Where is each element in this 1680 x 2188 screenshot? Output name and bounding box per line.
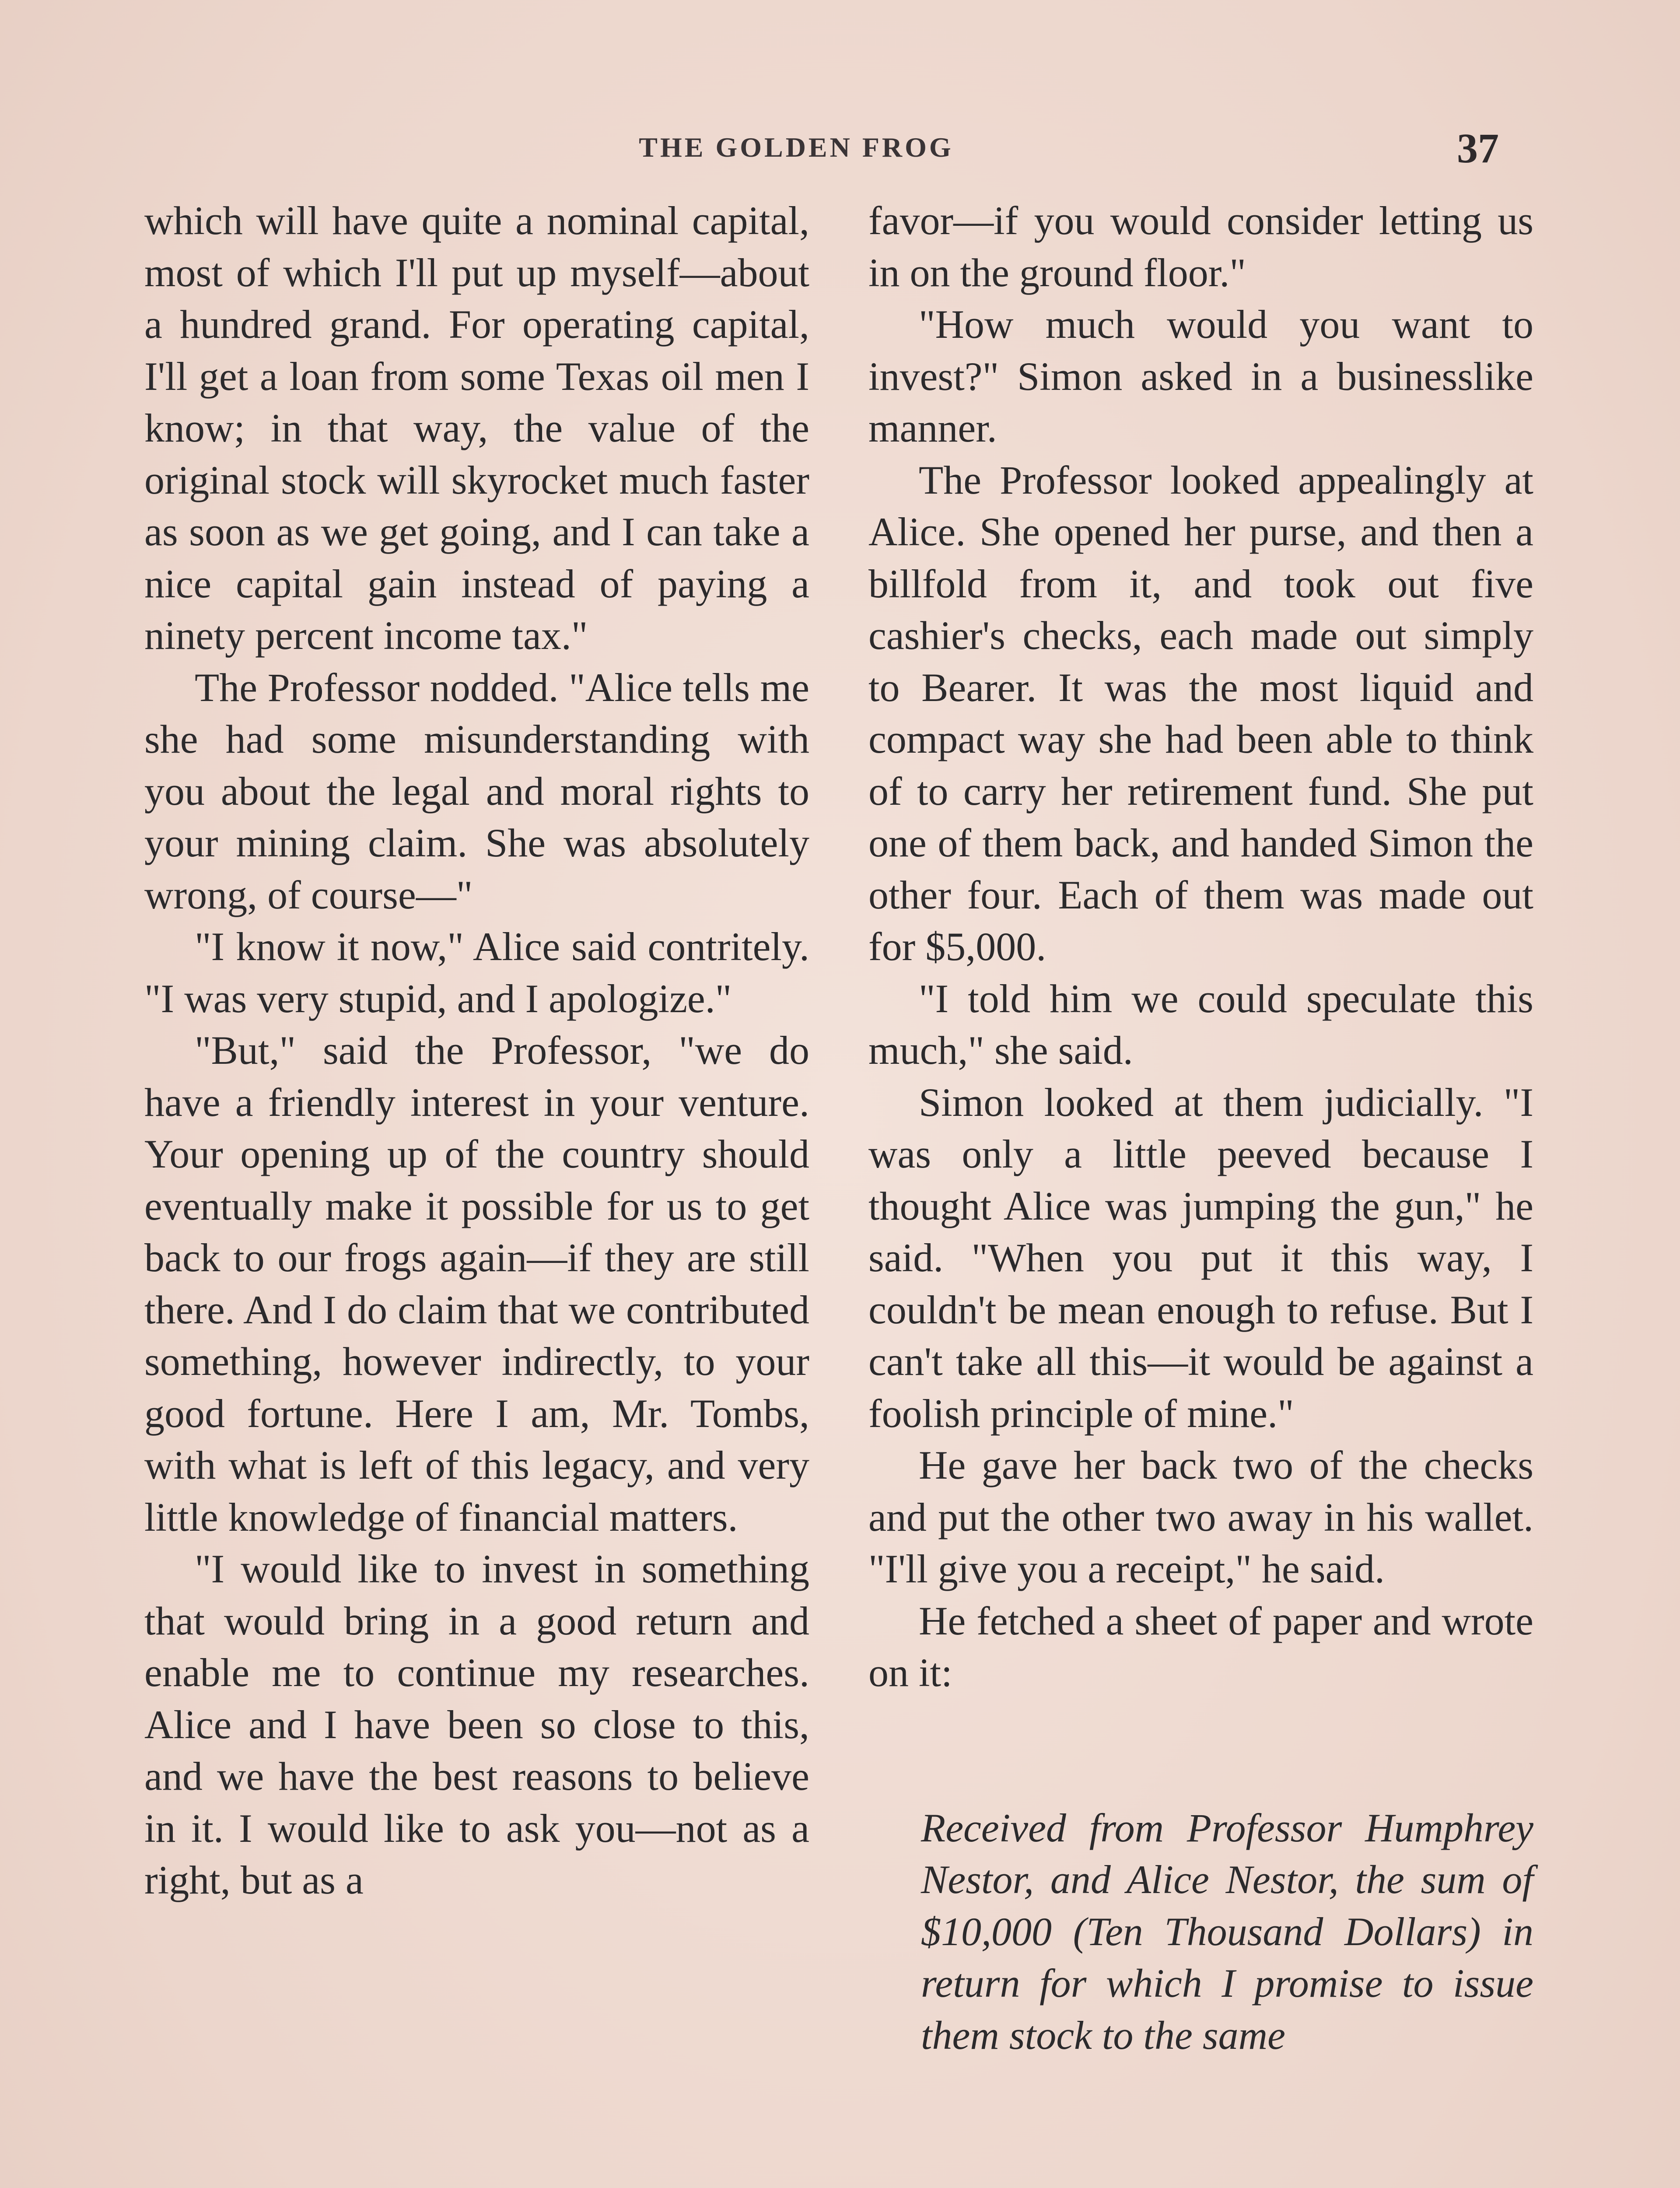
paragraph: Simon looked at them judicially. "I was only a little peeved because I thought Alice was jumping the gun," he said. "When you put it this way, I couldn't be mean enough to refuse. But I can't take all this—it would be against a foolish principle of mine." bbox=[868, 1080, 1533, 1436]
paragraph: "How much would you want to invest?" Simon asked in a businesslike manner. bbox=[868, 302, 1533, 450]
left-column bbox=[144, 195, 809, 1906]
right-column bbox=[868, 195, 1533, 2061]
paragraph: which will have quite a nominal capital, most of which I'll put up myself—about a hundred grand. For operating capital, I'll get a loan from some Texas oil men I know; in that way, the value of the original stock will skyrocket much faster as soon as we get going, and I can take a nice capital gain instead of paying a ninety percent income tax." bbox=[144, 198, 809, 658]
paragraph: "I know it now," Alice said contritely. "I was very stupid, and I apologize." bbox=[144, 924, 809, 1021]
running-title: THE GOLDEN FROG bbox=[639, 132, 954, 163]
paragraph: favor—if you would consider letting us in on the ground floor." bbox=[868, 198, 1533, 295]
paragraph: "But," said the Professor, "we do have a friendly interest in your venture. Your opening up of the country should eventually make it possible for us to get back to our frogs again—if they are still there. And I do claim that we contributed something, however indirectly, to your good fortune. Here I am, Mr. Tombs, with what is left of this legacy, and very little knowledge of financial matters. bbox=[144, 1028, 809, 1539]
paragraph: The Professor looked appealingly at Alice. She opened her purse, and then a billfold from it, and took out five cashier's checks, each made out simply to Bearer. It was the most liquid and compact way she had been able to think of to carry her retirement fund. She put one of them back, and handed Simon the other four. Each of them was made out for $5,000. bbox=[868, 457, 1533, 969]
page-number: 37 bbox=[1457, 125, 1499, 172]
paragraph: The Professor nodded. "Alice tells me she had some misunderstanding with you about the legal and moral rights to your mining claim. She was absolutely wrong, of course—" bbox=[144, 665, 809, 917]
receipt-text: Received from Professor Humphrey Nestor, and Alice Nestor, the sum of $10,000 (Ten Thousand Dollars) in return for which I promise to issue them stock to the same bbox=[921, 1805, 1533, 2058]
paragraph: "I told him we could speculate this much," she said. bbox=[868, 976, 1533, 1073]
paragraph: He gave her back two of the checks and put the other two away in his wallet. "I'll give you a receipt," he said. bbox=[868, 1443, 1533, 1591]
paragraph: "I would like to invest in something that would bring in a good return and enable me to continue my researches. Alice and I have been so close to this, and we have the best reasons to believe in it. I would like to ask you—not as a right, but as a bbox=[144, 1546, 809, 1902]
paragraph: He fetched a sheet of paper and wrote on it: bbox=[868, 1598, 1533, 1695]
